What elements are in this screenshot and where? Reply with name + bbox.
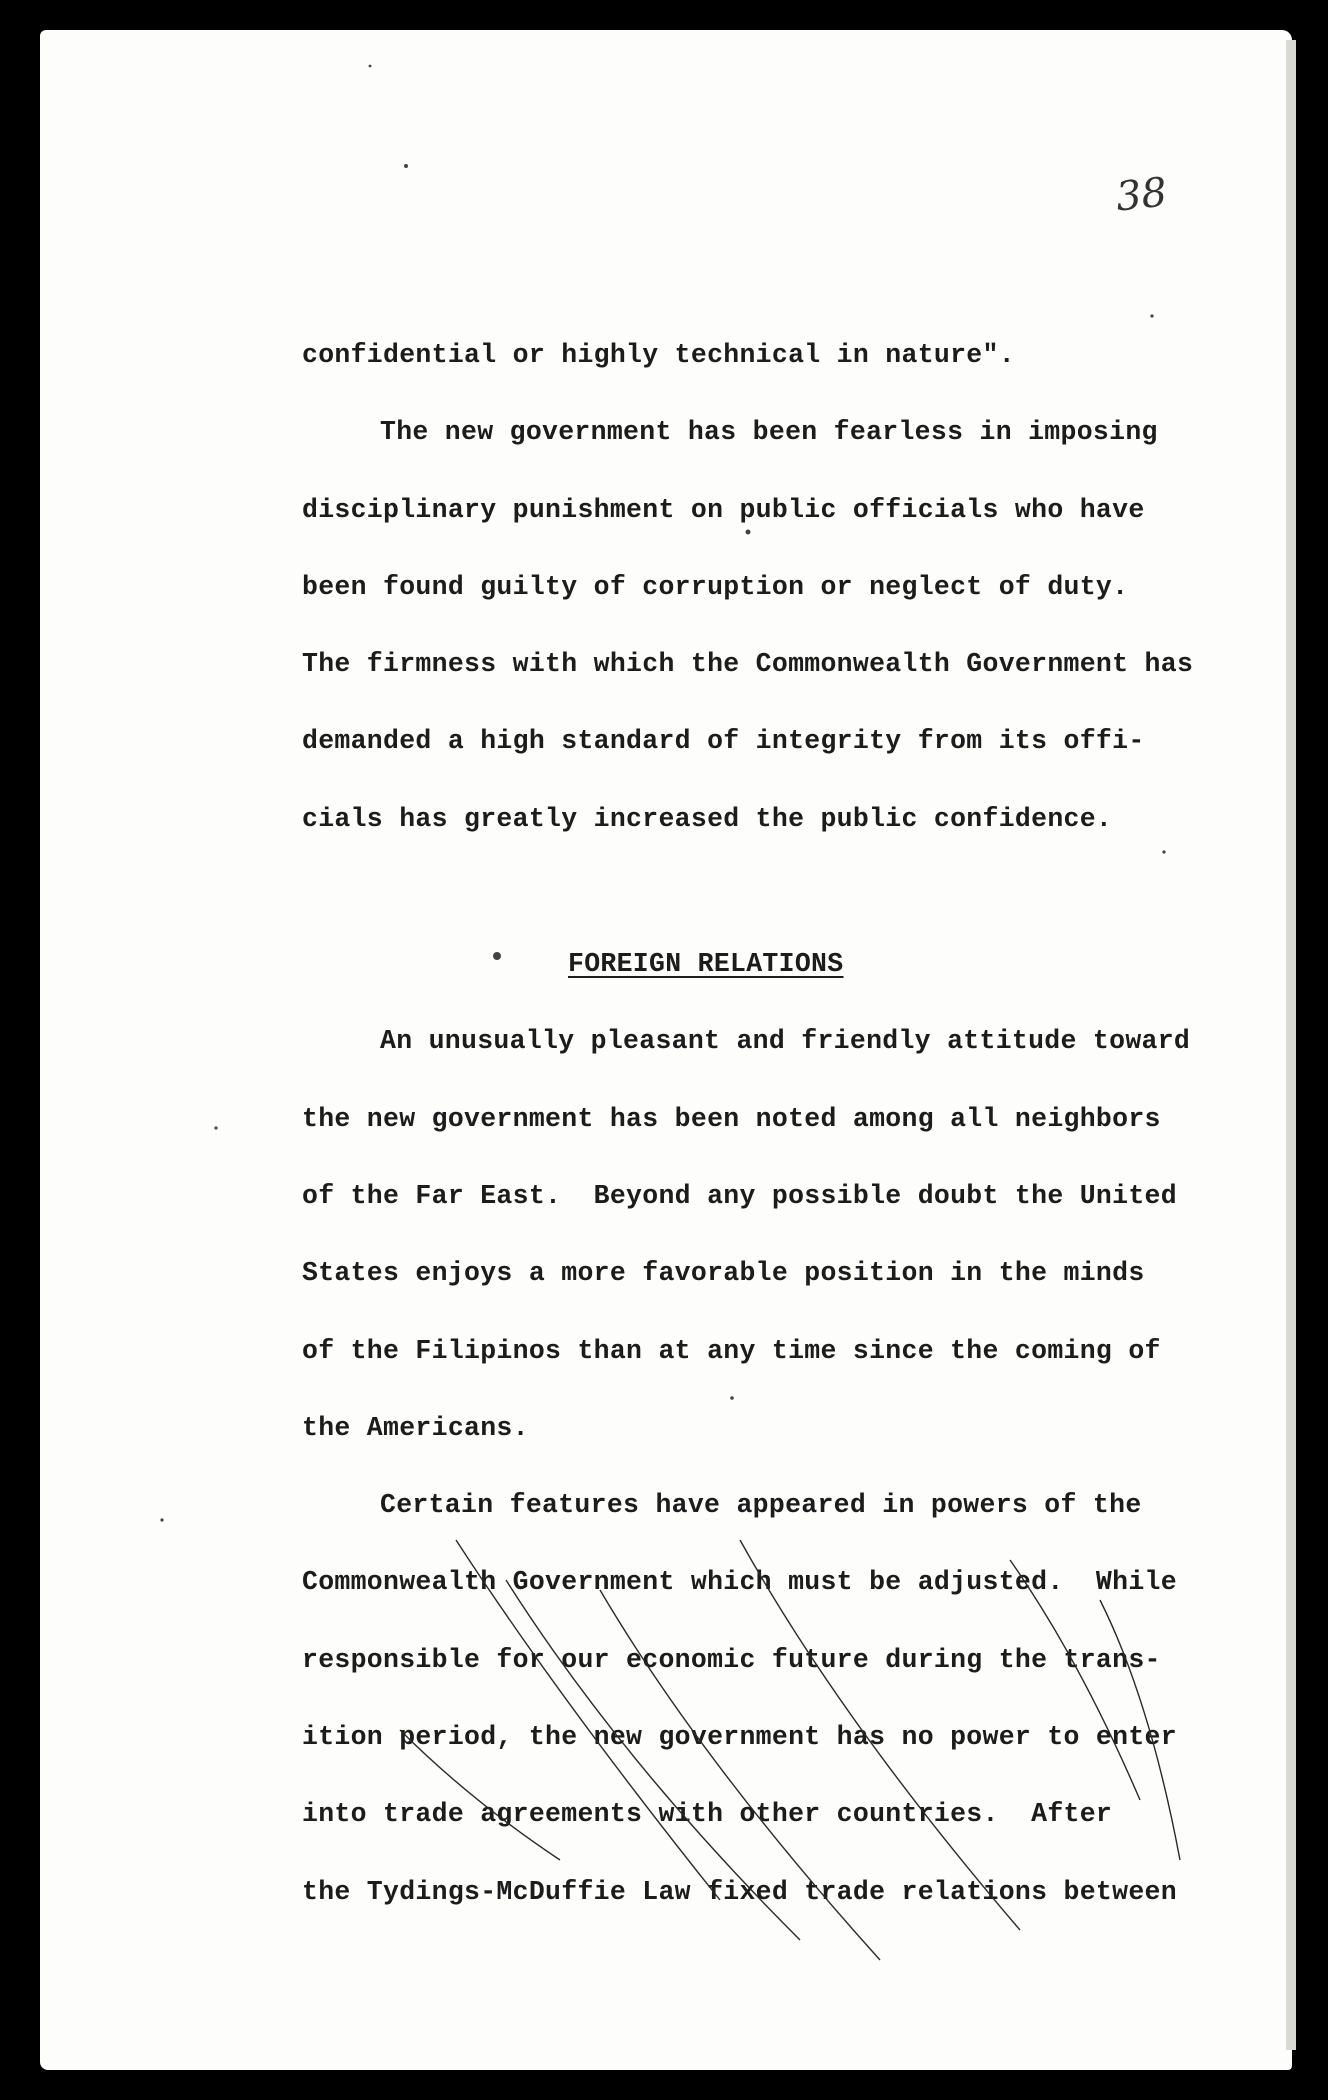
text-line: ition period, the new government has no power to enter: [302, 1722, 1177, 1753]
paragraph-discipline: [302, 407, 1194, 871]
paragraph-trade-powers: [302, 1480, 1182, 1944]
page-edge: [1286, 40, 1296, 2050]
text-line: The new government has been fearless in imposing: [380, 417, 1158, 448]
text-line: responsible for our economic future during the trans-: [302, 1644, 1161, 1675]
text-line: the new government has been noted among all neighbors: [302, 1103, 1161, 1134]
text-line: Certain features have appeared in powers of the: [380, 1490, 1142, 1521]
typescript-body: [302, 330, 1194, 1944]
text-line: An unusually pleasant and friendly attitude toward: [380, 1026, 1191, 1057]
section-heading: FOREIGN RELATIONS: [568, 949, 844, 980]
text-line: States enjoys a more favorable position in the minds: [302, 1258, 1145, 1289]
text-line: cials has greatly increased the public confidence.: [302, 803, 1113, 834]
text-line: of the Filipinos than at any time since the coming of: [302, 1335, 1161, 1366]
text-line: disciplinary punishment on public officials who have: [302, 494, 1145, 525]
text-line: the Tydings-McDuffie Law fixed trade relations between: [302, 1876, 1177, 1907]
text-line: into trade agreements with other countries. After: [302, 1799, 1113, 1830]
text-line: Commonwealth Government which must be adjusted. While: [302, 1567, 1177, 1598]
text-line: of the Far East. Beyond any possible doubt the United: [302, 1180, 1177, 1211]
page-number: 38: [1113, 169, 1170, 221]
text-line: the Americans.: [302, 1412, 529, 1443]
text-line: demanded a high standard of integrity from its offi-: [302, 726, 1145, 757]
paragraph-neighbors: [302, 1016, 1191, 1480]
text-line: The firmness with which the Commonwealth Government has: [302, 649, 1194, 680]
opening-line: confidential or highly technical in nature".: [302, 340, 1015, 370]
text-line: been found guilty of corruption or neglect of duty.: [302, 571, 1129, 602]
section-spacer: [302, 871, 1182, 939]
